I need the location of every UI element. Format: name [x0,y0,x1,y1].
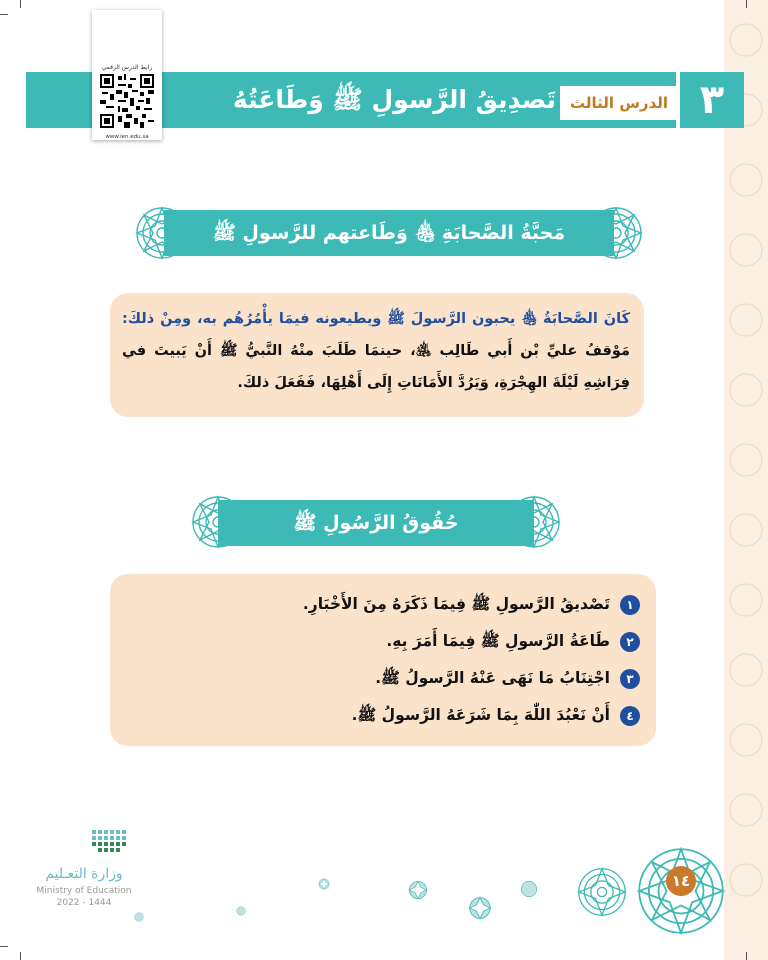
small-rosette-icon [408,880,428,900]
crop-mark [0,14,8,15]
digital-lesson-qr-card[interactable] [92,10,162,140]
crop-mark [20,952,21,960]
rosette-icon [576,866,628,918]
section-heading-rights: حُقُوقُ الرَّسُولِ ﷺ [218,500,534,546]
item-text: طَاعَةُ الرَّسولِ ﷺ فِيمَا أَمَرَ بِهِ. [386,632,610,650]
lesson-number: ٣ [680,72,744,128]
decorative-side-strip [724,0,768,960]
qr-code-icon[interactable] [100,74,154,128]
item-text: أَنْ نَعْبُدَ اللّٰهَ بِمَا شَرَعَهُ الرَّسولُ ﷺ. [351,706,610,724]
small-rosette-icon [468,896,492,920]
paragraph-body: مَوْقفُ عليِّ بْن أَبي طَالِب ﵁، حينمَا طَلَبَ منْهُ النَّبيُّ ﷺ أَنْ يَبيتَ في فِرَاشِهِ لَيْلَةَ الهِجْرَةِ، وَيَرُدَّ الأَمَانَاتِ إِلَى أَهْلِهَا، فَفَعَلَ ذلكَ. [122,343,630,391]
item-number-badge: ٢ [620,632,640,652]
list-item [240,623,640,660]
companions-paragraph [122,303,630,399]
rights-list [240,586,640,734]
paragraph-intro: كَانَ الصَّحابَةُ ﵃ يحبون الرَّسولَ ﷺ ويطيعونه فيمَا يأْمُرُهُم به، ومِنْ ذلكَ: [122,311,630,327]
ministry-name-arabic: وزارة التعـليم [45,866,123,882]
item-text: اجْتِنَابُ مَا نَهَى عَنْهُ الرَّسولُ ﷺ. [375,669,610,687]
list-item [240,586,640,623]
ministry-emblem-icon [28,826,140,862]
crop-mark [0,946,8,947]
small-rosette-icon [520,880,538,898]
list-item [240,660,640,697]
crop-mark [746,0,747,8]
item-number-badge: ١ [620,595,640,615]
list-item [240,697,640,734]
lesson-title: تَصدِيقُ الرَّسولِ ﷺ وَطَاعَتُهُ [232,85,556,114]
rosette-icon [588,205,644,261]
page-number: ١٤ [666,866,696,896]
item-number-badge: ٣ [620,669,640,689]
item-text: تَصْديقُ الرَّسولِ ﷺ فِيمَا ذَكَرَهُ مِنَ الأَخْبَارِ. [302,595,610,613]
item-number-badge: ٤ [620,706,640,726]
small-rosette-icon [318,878,330,890]
lesson-label: الدرس الثالث [560,86,678,120]
ministry-name-english: Ministry of Education [36,886,132,896]
crop-mark [746,952,747,960]
geometric-pattern-icon [724,0,768,960]
qr-label: رابط الدرس الرقمي [101,64,153,71]
ministry-year: 2022 - 1444 [56,898,112,908]
section-heading-companions: مَحبَّةُ الصَّحابَةِ ﵃ وَطَاعتهم للرَّسولِ ﷺ [164,210,614,256]
crop-mark [20,0,21,8]
qr-url: www.ien.edu.sa [105,134,149,140]
rosette-icon [506,494,562,550]
small-rosette-icon [236,906,246,916]
small-rosette-icon [134,912,144,922]
